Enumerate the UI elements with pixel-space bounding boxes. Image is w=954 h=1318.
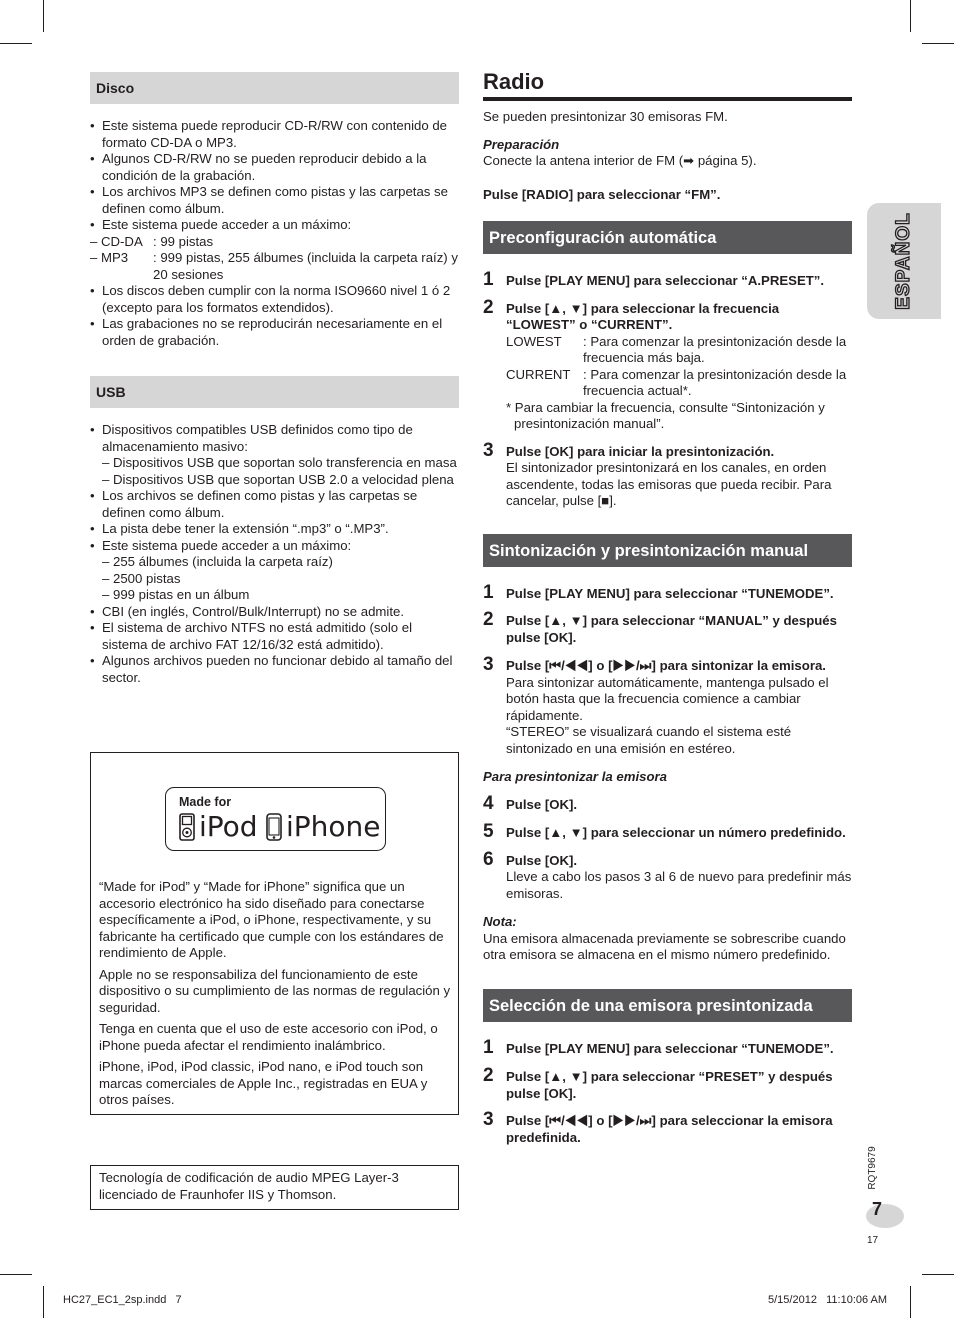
step-detail: “STEREO” se visualizará cuando el sistema esté sintonizado en una emisión en estéreo. (506, 724, 792, 756)
step-text: Pulse [OK]. (506, 796, 578, 812)
list-item: • CBI (en inglés, Control/Bulk/Interrupt) no se admite. (90, 604, 459, 621)
list-item-text: • Dispositivos compatibles USB definidos como tipo de almacenamiento masivo: (102, 422, 413, 454)
step (483, 581, 852, 603)
usb-list (90, 422, 459, 686)
step-number: 4 (483, 792, 494, 814)
iphone-device-icon (266, 813, 282, 841)
intro-text: Se pueden presintonizar 30 emisoras FM. (483, 109, 728, 124)
preset-select-heading: Selección de una emisora presintonizada (483, 989, 852, 1022)
list-item: • La pista debe tener la extensión “.mp3” o “.MP3”. (90, 521, 459, 538)
option-row (506, 334, 852, 367)
step-text: Pulse [▲, ▼] para seleccionar “MANUAL” y después pulse [OK]. (506, 613, 837, 645)
preset-subheading: Para presintonizar la emisora (483, 769, 667, 784)
step-text: Pulse [PLAY MENU] para seleccionar “TUNEMODE”. (506, 585, 834, 601)
step (483, 269, 852, 290)
paragraph: Tenga en cuenta que el uso de este accesorio con iPod, o iPhone pueda afectar el rendimiento inalámbrico. (99, 1021, 438, 1053)
step-number: 3 (483, 439, 494, 461)
step-detail: Lleve a cabo los pasos 3 al 6 de nuevo para predefinir más emisoras. (506, 869, 852, 901)
sub-item: – Dispositivos USB que soportan solo transferencia en masa (102, 455, 457, 470)
step-number: 6 (483, 848, 494, 870)
usb-heading: USB (90, 376, 459, 408)
crop-mark (910, 1286, 911, 1318)
step (483, 848, 852, 903)
step (483, 654, 852, 757)
step (483, 1109, 852, 1146)
step-number: 3 (483, 1109, 494, 1130)
step-text: Pulse [▲, ▼] para seleccionar “PRESET” y después pulse [OK]. (506, 1069, 833, 1101)
radio-instruction: Pulse [RADIO] para seleccionar “FM”. (483, 186, 721, 202)
prep-text: Conecte la antena interior de FM (➡ página 5). (483, 153, 757, 168)
limit-row (90, 250, 459, 283)
step (483, 296, 852, 433)
step-number: 1 (483, 269, 494, 290)
sub-item: – 255 álbumes (incluida la carpeta raíz) (102, 554, 333, 569)
step-number: 1 (483, 581, 494, 603)
step-text: Pulse [OK]. (506, 852, 578, 868)
step-number: 1 (483, 1036, 494, 1058)
logo-made-for-text: Made for (179, 795, 232, 809)
mpeg-license-box: Tecnología de codificación de audio MPEG Layer-3 licenciado de Fraunhofer IIS y Thomson. (90, 1165, 459, 1210)
step-text: Pulse [▲, ▼] para seleccionar un número predefinido. (506, 825, 846, 840)
disco-list (90, 118, 459, 349)
step-text: Pulse [PLAY MENU] para seleccionar “A.PRESET”. (506, 273, 825, 288)
doc-code (866, 1142, 880, 1194)
disco-heading: Disco (90, 72, 459, 104)
list-item-text: • Este sistema puede acceder a un máximo: (102, 537, 352, 553)
manual-tuning-heading: Sintonización y presintonización manual (483, 534, 852, 567)
step-text: Pulse [⏮/◀◀] o [▶▶/⏭] para sintonizar la emisora. (506, 658, 826, 673)
language-tab-label: ESPAÑOL (892, 212, 914, 310)
list-item-text: • Este sistema puede acceder a un máximo: (102, 217, 352, 232)
paragraph: Apple no se responsabiliza del funcionamiento de este dispositivo o su cumplimiento de las normas de regulación y seguridad. (99, 966, 451, 1015)
option-key: LOWEST (506, 333, 562, 349)
limit-value: : 99 pistas (153, 233, 214, 249)
doc-code-text: RQT9679 (866, 1146, 878, 1190)
sub-item: – 999 pistas en un álbum (102, 587, 250, 602)
footnote: * Para cambiar la frecuencia, consulte “Sintonización y presintonización manual”. (506, 399, 825, 431)
limit-key: – MP3 (90, 250, 129, 265)
list-item: • Las grabaciones no se reproducirán necesariamente en el orden de grabación. (90, 316, 459, 349)
limit-row (90, 234, 459, 251)
limit-key: – CD-DA (90, 233, 143, 249)
prep-label: Preparación (483, 136, 560, 152)
step (483, 609, 852, 646)
option-row (506, 367, 852, 400)
crop-mark (0, 43, 32, 44)
made-for-ipod-box (90, 752, 459, 1115)
step-number: 2 (483, 296, 494, 318)
crop-mark (910, 0, 911, 32)
list-item (90, 538, 459, 604)
step-number: 2 (483, 1065, 494, 1086)
page-title: Radio (483, 68, 852, 101)
ipod-legal-text (99, 879, 451, 1114)
nota-label: Nota: (483, 914, 517, 929)
step (483, 792, 852, 814)
list-item: • Los archivos se definen como pistas y las carpetas se definen como álbum. (90, 488, 459, 521)
step (483, 439, 852, 510)
step-text: Pulse [OK] para iniciar la presintonización. (506, 443, 775, 459)
step (483, 821, 852, 842)
language-tab (867, 203, 941, 319)
ipod-device-icon (179, 813, 195, 841)
auto-preset-heading: Preconfiguración automática (483, 221, 852, 254)
option-key: CURRENT (506, 366, 571, 382)
step-text: Pulse [⏮/◀◀] o [▶▶/⏭] para seleccionar la emisora predefinida. (506, 1113, 833, 1145)
step-text: Pulse [▲, ▼] para seleccionar la frecuencia “LOWEST” o “CURRENT”. (506, 300, 780, 332)
left-column (90, 72, 459, 686)
option-value: : Para comenzar la presintonización desde la frecuencia actual*. (583, 366, 847, 398)
list-item: • El sistema de archivo NTFS no está admitido (solo el sistema de archivo FAT 12/16/32 está admitido). (90, 620, 459, 653)
list-item: • Algunos CD-R/RW no se pueden reproducir debido a la condición de la grabación. (90, 151, 459, 184)
list-item (90, 422, 459, 488)
footer-file: HC27_EC1_2sp.indd 7 (63, 1294, 182, 1306)
right-column (483, 68, 852, 1146)
crop-mark (922, 1274, 954, 1275)
step-number: 5 (483, 821, 494, 842)
step-number: 2 (483, 609, 494, 630)
step-detail: El sintonizador presintonizará en los canales, en orden ascendente, todas las emisoras que pueda recibir. Para cancelar, pulse [■]. (506, 460, 832, 508)
step-number: 3 (483, 654, 494, 675)
sub-item: – 2500 pistas (102, 570, 181, 586)
paragraph: “Made for iPod” y “Made for iPhone” significa que un accesorio electrónico ha sido diseñado para conectarse específicamente a iPod, o iPhone, respectivamente, y su fabricante ha certificado que cumple con los estándares de rendimiento de Apple. (99, 879, 444, 960)
paragraph: iPhone, iPod, iPod classic, iPod nano, e iPod touch son marcas comerciales de Apple Inc., registradas en EUA y otros países. (99, 1059, 428, 1107)
made-for-ipod-iphone-logo (165, 787, 386, 851)
crop-mark (43, 1286, 44, 1318)
list-item (90, 217, 459, 283)
sub-item: – Dispositivos USB que soportan USB 2.0 a velocidad plena (102, 471, 454, 487)
list-item: • Los discos deben cumplir con la norma ISO9660 nivel 1 ó 2 (excepto para los formatos extendidos). (90, 283, 459, 316)
crop-mark (922, 43, 954, 44)
crop-mark (0, 1274, 32, 1275)
step-text: Pulse [PLAY MENU] para seleccionar “TUNEMODE”. (506, 1040, 834, 1056)
sheet-number: 17 (867, 1235, 879, 1246)
option-value: : Para comenzar la presintonización desde la frecuencia más baja. (583, 333, 847, 365)
logo-iphone-text: iPhone (286, 810, 381, 843)
limit-value: : 999 pistas, 255 álbumes (incluida la carpeta raíz) y 20 sesiones (153, 250, 458, 282)
list-item: • Algunos archivos pueden no funcionar debido al tamaño del sector. (90, 653, 459, 686)
list-item: • Los archivos MP3 se definen como pistas y las carpetas se definen como álbum. (90, 184, 459, 217)
step (483, 1036, 852, 1058)
step (483, 1065, 852, 1102)
list-item: • Este sistema puede reproducir CD-R/RW con contenido de formato CD-DA o MP3. (90, 118, 459, 151)
nota-text: Una emisora almacenada previamente se sobrescribe cuando otra emisora se almacena en el mismo número predefinido. (483, 930, 846, 962)
logo-ipod-text: iPod (199, 810, 258, 843)
step-detail: Para sintonizar automáticamente, mantenga pulsado el botón hasta que la frecuencia comience a cambiar rápidamente. (506, 674, 829, 723)
page-number: 7 (872, 1199, 883, 1219)
footer-timestamp: 5/15/2012 11:10:06 AM (768, 1294, 888, 1306)
crop-mark (43, 0, 44, 32)
